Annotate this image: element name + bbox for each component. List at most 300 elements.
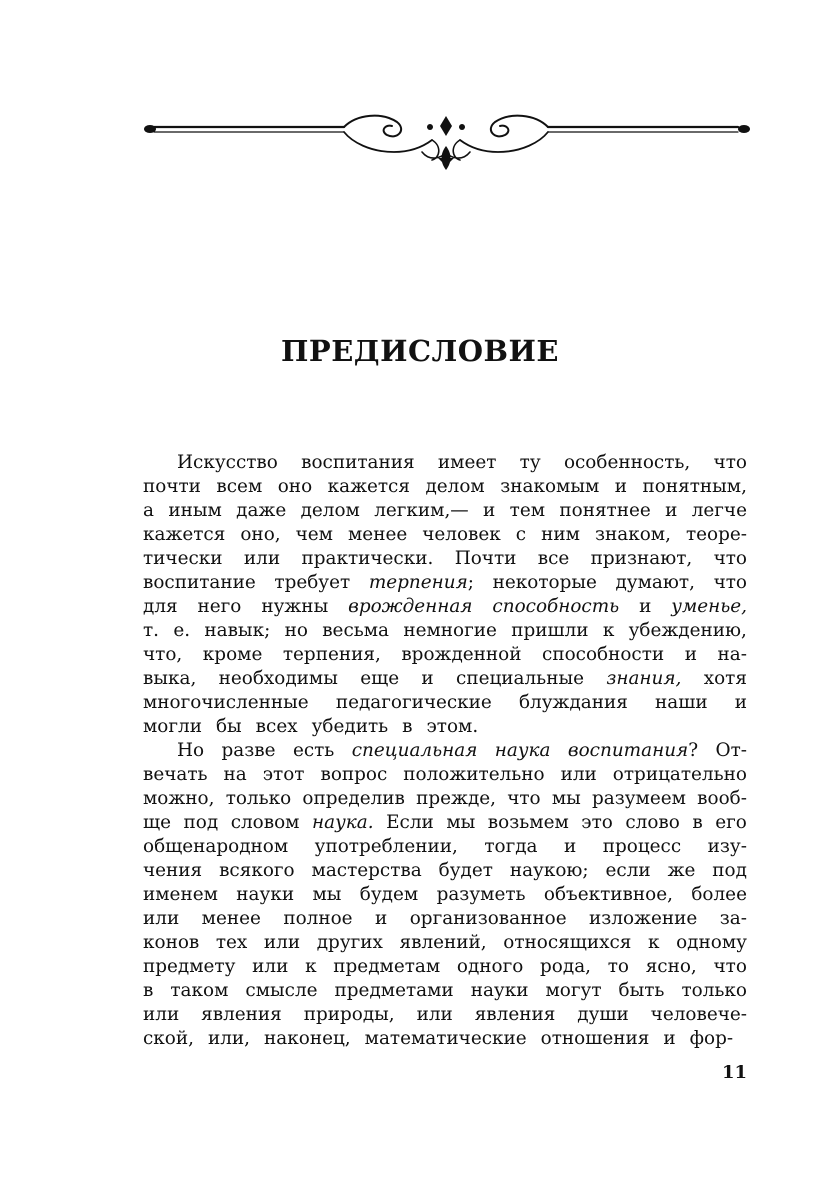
word-part: навык; — [204, 620, 271, 641]
word-part: особенность, — [563, 452, 691, 473]
word-part: процесс — [602, 836, 682, 857]
word — [245, 979, 317, 1003]
word-part: ской, — [143, 1028, 194, 1049]
word — [591, 547, 693, 571]
word-part: делом — [425, 476, 485, 497]
word — [646, 955, 697, 979]
word — [595, 523, 671, 547]
word-part: что — [713, 956, 747, 977]
word — [439, 859, 493, 883]
word — [519, 691, 628, 715]
word-part: многочисленные — [143, 692, 309, 713]
word — [544, 883, 673, 907]
word-part: ним — [541, 524, 580, 545]
word-part: возьмем — [487, 812, 569, 833]
word — [629, 619, 747, 643]
word-part: вопрос — [320, 764, 388, 785]
text-line — [143, 787, 747, 811]
word — [374, 499, 469, 523]
word — [204, 619, 270, 643]
word-part: математические — [364, 1028, 527, 1049]
word-part: и — [614, 476, 628, 497]
word — [546, 979, 602, 1003]
word-part: положительно — [403, 764, 545, 785]
word-part: легким,— — [374, 500, 469, 521]
word-part: признают, — [590, 548, 693, 569]
word — [437, 883, 526, 907]
word-part: можно, — [143, 788, 215, 809]
word-part: или — [560, 764, 597, 785]
word — [690, 1027, 740, 1051]
word-part: и — [734, 692, 747, 713]
word — [422, 523, 501, 547]
word-part: с — [515, 524, 527, 545]
word — [312, 883, 341, 907]
word — [261, 595, 328, 619]
text-line — [143, 475, 747, 499]
word-part: что — [713, 572, 747, 593]
word-part: наши — [655, 692, 708, 713]
word — [495, 739, 551, 763]
word — [222, 739, 276, 763]
word-part: предметам — [333, 956, 441, 977]
word — [715, 811, 747, 835]
word-part: разуметь — [436, 884, 526, 905]
word — [177, 451, 278, 475]
word — [613, 763, 747, 787]
word-part: пришли — [511, 620, 589, 641]
word — [143, 595, 178, 619]
word-part: для — [143, 596, 178, 617]
word-part: могут — [545, 980, 602, 1001]
word — [173, 619, 190, 643]
word — [685, 643, 697, 667]
word — [375, 907, 387, 931]
word — [240, 523, 280, 547]
italic-word: воспитания — [567, 740, 689, 761]
word-part: науки — [470, 980, 529, 1001]
word-part: Но — [177, 740, 205, 761]
word-part: некоторые — [492, 572, 597, 593]
word-part: воспитания — [301, 452, 415, 473]
word — [493, 571, 597, 595]
word-part: быть — [618, 980, 665, 1001]
word — [568, 739, 698, 763]
word — [143, 979, 153, 1003]
word-part: или — [263, 932, 301, 953]
word — [615, 571, 694, 595]
word — [639, 595, 651, 619]
word — [369, 571, 474, 595]
word-part: явления — [474, 1004, 556, 1025]
word — [665, 499, 677, 523]
word — [615, 475, 627, 499]
word — [625, 811, 679, 835]
word — [564, 451, 690, 475]
word-part: почти — [143, 476, 201, 497]
italic-word: наука — [494, 740, 551, 761]
word-part: то — [607, 956, 629, 977]
word — [606, 859, 651, 883]
word — [244, 547, 280, 571]
word-part: менее — [201, 908, 261, 929]
word-part: необходимы — [218, 668, 338, 689]
word-part: хотя — [703, 668, 747, 689]
word — [716, 739, 747, 763]
word — [143, 763, 208, 787]
word — [516, 523, 526, 547]
word-part: кроме — [202, 644, 263, 665]
word-part: убеждению, — [628, 620, 747, 641]
word — [446, 811, 475, 835]
word-part: педагогические — [335, 692, 492, 713]
word-part: отношения — [540, 1028, 650, 1049]
word-part: или — [143, 908, 180, 929]
word — [170, 979, 228, 1003]
word — [143, 715, 209, 739]
word — [471, 979, 529, 1003]
word — [236, 499, 286, 523]
word — [208, 1027, 257, 1051]
word — [143, 955, 235, 979]
word — [421, 667, 433, 691]
word — [143, 1003, 179, 1027]
word-part: других — [316, 932, 383, 953]
word — [606, 667, 681, 691]
word — [231, 811, 300, 835]
word — [143, 859, 202, 883]
word — [510, 859, 589, 883]
word-part: явления — [201, 1004, 282, 1025]
italic-word: уменье, — [671, 596, 747, 617]
word — [475, 1003, 556, 1027]
word — [671, 595, 747, 619]
word — [264, 931, 300, 955]
word — [143, 883, 218, 907]
word — [312, 811, 374, 835]
word-part: ще — [143, 812, 171, 833]
word-part: в — [402, 716, 413, 737]
word — [224, 763, 247, 787]
word — [177, 739, 204, 763]
word-part: под — [183, 812, 219, 833]
word — [577, 1003, 629, 1027]
word — [648, 931, 660, 955]
word-part: к — [647, 932, 660, 953]
word-part: тогда — [484, 836, 538, 857]
word-part: врожденной — [401, 644, 522, 665]
word-part: легче — [691, 500, 747, 521]
word — [592, 787, 686, 811]
word-part: тех — [215, 932, 248, 953]
italic-word: наука. — [312, 812, 374, 833]
word — [219, 667, 338, 691]
word — [283, 643, 381, 667]
word-part: мы — [312, 884, 342, 905]
word-part: его — [715, 812, 747, 833]
word-part: в — [143, 980, 154, 1001]
word — [692, 499, 747, 523]
word-part: общенародном — [143, 836, 289, 857]
word — [302, 787, 405, 811]
word-part: знакомым — [500, 476, 600, 497]
word-part: ? — [688, 740, 699, 761]
word — [386, 811, 434, 835]
word — [143, 475, 201, 499]
word-part: если — [605, 860, 651, 881]
text-line — [143, 763, 747, 787]
text-line — [143, 595, 747, 619]
italic-word: способность — [492, 596, 620, 617]
decorative-header-ornament — [142, 108, 752, 176]
word — [608, 955, 629, 979]
word — [484, 835, 537, 859]
word-part: еще — [360, 668, 400, 689]
word — [540, 955, 591, 979]
text-line — [143, 955, 747, 979]
word-part: От- — [715, 740, 747, 761]
word-part: этом. — [426, 716, 479, 737]
word — [315, 835, 458, 859]
word-part: предмету — [143, 956, 236, 977]
word — [541, 1027, 657, 1051]
word-part: Почти — [454, 548, 517, 569]
word — [143, 907, 179, 931]
word-part: бы — [215, 716, 242, 737]
word-part: специальные — [456, 668, 584, 689]
word — [143, 619, 159, 643]
word-part: понятнее — [559, 500, 651, 521]
word-part: под — [712, 860, 747, 881]
word — [676, 931, 747, 955]
word — [564, 835, 576, 859]
word-part: именем — [143, 884, 218, 905]
text-line — [143, 451, 747, 475]
word — [365, 1027, 534, 1051]
word-part: слово — [625, 812, 680, 833]
word — [416, 787, 496, 811]
text-line — [143, 715, 747, 739]
word — [457, 955, 523, 979]
text-line — [143, 979, 747, 1003]
text-line — [143, 811, 747, 835]
word — [333, 955, 440, 979]
text-line — [143, 883, 747, 907]
word — [202, 907, 261, 931]
word — [455, 547, 517, 571]
word — [198, 595, 242, 619]
word — [312, 715, 396, 739]
word — [697, 787, 747, 811]
word — [293, 739, 334, 763]
word — [143, 691, 309, 715]
word-part: разве — [221, 740, 276, 761]
word-part: кажется — [327, 476, 410, 497]
word-part: организованное — [409, 908, 567, 929]
italic-word: терпения — [368, 572, 468, 593]
word — [143, 499, 154, 523]
word — [663, 1027, 682, 1051]
word-part: отрицательно — [612, 764, 747, 785]
word — [488, 811, 569, 835]
word — [692, 811, 702, 835]
word-part: явлений, — [399, 932, 487, 953]
word-part: или — [243, 548, 281, 569]
word-part: за- — [719, 908, 747, 929]
word-part: полное — [283, 908, 353, 929]
italic-word: специальная — [351, 740, 478, 761]
word-part: терпения, — [282, 644, 381, 665]
word — [542, 643, 664, 667]
word — [403, 619, 497, 643]
word-part: или, — [207, 1028, 251, 1049]
word-part: и — [665, 500, 678, 521]
word — [320, 763, 387, 787]
body-text — [143, 451, 747, 1051]
word-part: души — [577, 1004, 629, 1025]
word-part: и — [421, 668, 434, 689]
word-part: тически — [143, 548, 223, 569]
word — [143, 811, 171, 835]
word — [203, 643, 263, 667]
word — [438, 451, 497, 475]
word — [143, 547, 223, 571]
word-part: ту — [519, 452, 541, 473]
word-part: только — [681, 980, 747, 1001]
word-part: же — [667, 860, 696, 881]
word-part: конов — [143, 932, 200, 953]
page-title: ПРЕДИСЛОВИЕ — [281, 334, 559, 368]
word — [643, 475, 747, 499]
word-part: или — [143, 1004, 180, 1025]
word — [507, 787, 540, 811]
word-part: е. — [173, 620, 191, 641]
word-part: в — [692, 812, 703, 833]
word — [712, 859, 747, 883]
word-part: имеет — [437, 452, 497, 473]
word — [264, 1027, 358, 1051]
word — [589, 907, 697, 931]
word-part: прежде, — [416, 788, 496, 809]
word-part: употреблении, — [314, 836, 458, 857]
word — [301, 499, 360, 523]
word — [168, 499, 221, 523]
word — [651, 1003, 747, 1027]
word — [425, 475, 484, 499]
word-part: теоре- — [685, 524, 747, 545]
word-part: наконец, — [264, 1028, 351, 1049]
word-part: мы — [551, 788, 581, 809]
word — [348, 595, 472, 619]
word-part: и — [563, 836, 577, 857]
word — [184, 811, 219, 835]
text-line — [143, 1027, 747, 1051]
text-line — [143, 835, 747, 859]
word — [143, 787, 214, 811]
word — [401, 643, 521, 667]
word — [708, 835, 747, 859]
word — [691, 883, 747, 907]
word-part: более — [691, 884, 747, 905]
word-part: вооб- — [697, 788, 747, 809]
word — [283, 907, 352, 931]
word — [668, 859, 696, 883]
word-part: или — [416, 1004, 453, 1025]
text-line — [143, 691, 747, 715]
word-part: рода, — [540, 956, 592, 977]
word — [256, 715, 305, 739]
word — [201, 1003, 282, 1027]
text-line — [143, 499, 747, 523]
word-part: требует — [274, 572, 351, 593]
word-part: только — [225, 788, 292, 809]
word — [552, 787, 581, 811]
word-part: и — [639, 596, 652, 617]
word-part: фор- — [689, 1028, 734, 1049]
word-part: или — [252, 956, 289, 977]
word — [603, 835, 681, 859]
word-part: оно — [277, 476, 313, 497]
word — [335, 979, 454, 1003]
word — [305, 955, 317, 979]
word-part: и — [684, 644, 697, 665]
word-part: ясно, — [645, 956, 697, 977]
word-part: и — [375, 908, 388, 929]
word — [561, 763, 597, 787]
word — [403, 763, 544, 787]
text-line — [143, 1003, 747, 1027]
text-line — [143, 931, 747, 955]
word — [417, 1003, 453, 1027]
word — [143, 931, 199, 955]
word — [360, 883, 418, 907]
word — [226, 787, 292, 811]
word — [714, 451, 747, 475]
word — [704, 667, 747, 691]
word-part: а — [143, 500, 154, 521]
word — [718, 643, 747, 667]
word — [216, 931, 247, 955]
word — [655, 691, 708, 715]
word — [714, 955, 747, 979]
word-part: словом — [230, 812, 300, 833]
word-part: понятным, — [642, 476, 747, 497]
word — [143, 643, 182, 667]
text-line — [143, 643, 747, 667]
word — [274, 571, 350, 595]
text-line — [143, 667, 747, 691]
word-part: всех — [255, 716, 298, 737]
word-part: могли — [143, 716, 202, 737]
word-part: таком — [170, 980, 229, 1001]
word — [360, 667, 399, 691]
word-part: менее — [348, 524, 408, 545]
word — [402, 715, 419, 739]
word-part: оно, — [240, 524, 281, 545]
word — [285, 619, 308, 643]
word-part: тем — [509, 500, 546, 521]
word-part: наукою; — [509, 860, 589, 881]
word-part: этот — [262, 764, 305, 785]
word-part: него — [197, 596, 242, 617]
word-part: одному — [676, 932, 747, 953]
word — [219, 859, 295, 883]
word-part: чем — [295, 524, 333, 545]
word-part: думают, — [615, 572, 695, 593]
word-part: и — [483, 500, 496, 521]
word — [541, 523, 580, 547]
word-part: к — [305, 956, 317, 977]
